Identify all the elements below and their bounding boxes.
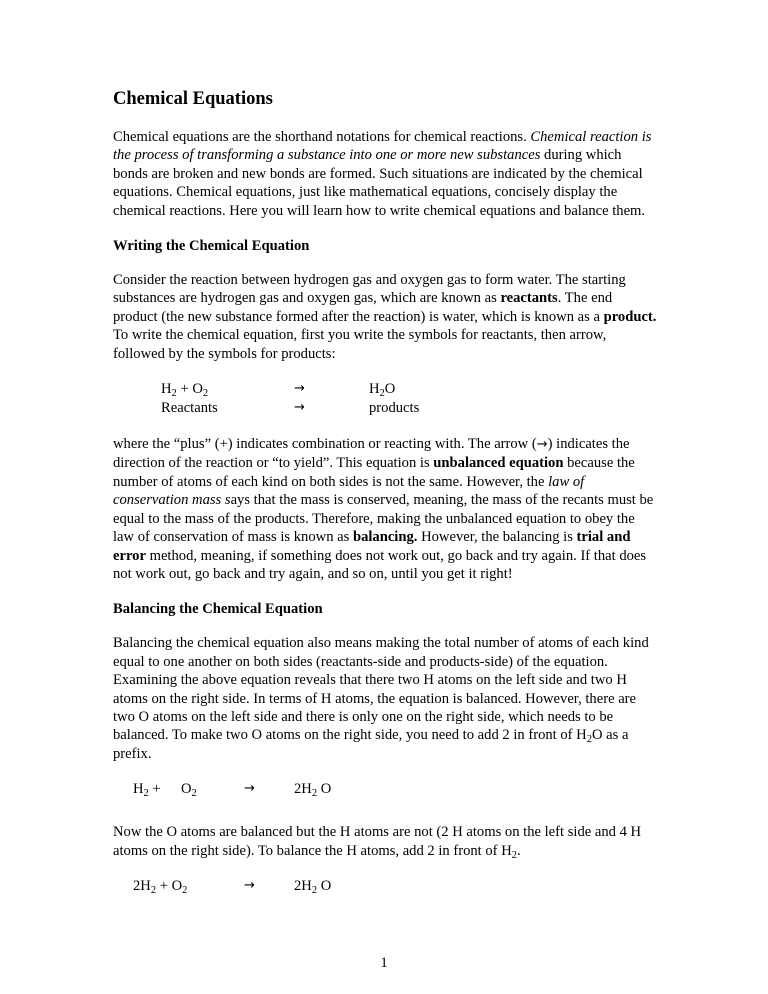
reactants-label: Reactants xyxy=(161,400,218,417)
balancing-paragraph-2: Now the O atoms are balanced but the H atoms are not (2 H atoms on the left side and 4 H atoms on the right side). To balance the H atoms, add 2 in front of $H_2$. xyxy=(113,824,642,861)
equation-products: $H_2O$ xyxy=(369,381,396,400)
intro-paragraph: Chemical equations are the shorthand notations for chemical reactions. Chemical reaction is the process of transforming a substance into one or more new substances during which bonds are broken and new bonds are formed. Such situations are indicated by the chemical equations. Chemical equations, just like mathematical equations, concisely display the chemical reactions. Here you will learn how to write chemical equations and balance them. xyxy=(113,129,652,219)
balancing-paragraph-1: Balancing the chemical equation also means making the total number of atoms of each kind equal to one another on both sides (reactants-side and products-side) of the equation. Examining the above equation reveals that there two H atoms on the left side and two H atoms on the right side. In terms of H atoms, the equation is balanced. However, there are two O atoms on the left side and there is only one on the right side, which needs to be balanced. To make two O atoms on the right side, you need to add 2 in front of $H_2O$ as a prefix. xyxy=(113,635,649,762)
writing-paragraph-2: where the “plus” (+) indicates combination or reacting with. The arrow (→) indicates the direction of the reaction or “to yield”. This equation is unbalanced equation because the number of atoms of each kind on both sides is not the same. However, the law of conservation mass says that the mass is conserved, meaning, the mass of the recants must be equal to the mass of the products. Therefore, making the unbalanced equation to obey the law of conservation of mass is known as balancing. However, the balancing is trial and error method, meaning, if something does not work out, go back and try again. If that does not work out, go back and try again, and so on, until you get it right! xyxy=(113,436,654,582)
products-label: products xyxy=(369,400,420,417)
equation-reactants: $H_2 + O_2$ xyxy=(161,381,209,400)
yield-arrow-icon: → xyxy=(294,400,305,416)
yield-arrow-icon: → xyxy=(244,781,255,797)
page-number: 1 xyxy=(380,955,388,971)
yield-arrow-icon: → xyxy=(536,437,548,453)
yield-arrow-icon: → xyxy=(244,877,255,893)
writing-paragraph-1: Consider the reaction between hydrogen gas and oxygen gas to form water. The starting substances are hydrogen gas and oxygen gas, which are known as reactants. The end product (the new substance formed after the reaction) is water, which is known as a product. To write the chemical equation, first you write the symbols for reactants, then arrow, followed by the symbols for products: xyxy=(113,272,657,362)
section-heading-writing: Writing the Chemical Equation xyxy=(113,238,310,255)
page-title: Chemical Equations xyxy=(113,89,273,109)
yield-arrow-icon: → xyxy=(294,381,305,397)
document-body xyxy=(113,88,658,920)
unbalanced-equation xyxy=(113,380,658,420)
section-heading-balancing: Balancing the Chemical Equation xyxy=(113,601,323,618)
balanced-equation: $2H_2 + O_2$ → $2H_2$ O xyxy=(133,877,332,896)
partial-balanced-equation: $H_2$ + $O_2$ → $2H_2$ O xyxy=(133,781,332,800)
